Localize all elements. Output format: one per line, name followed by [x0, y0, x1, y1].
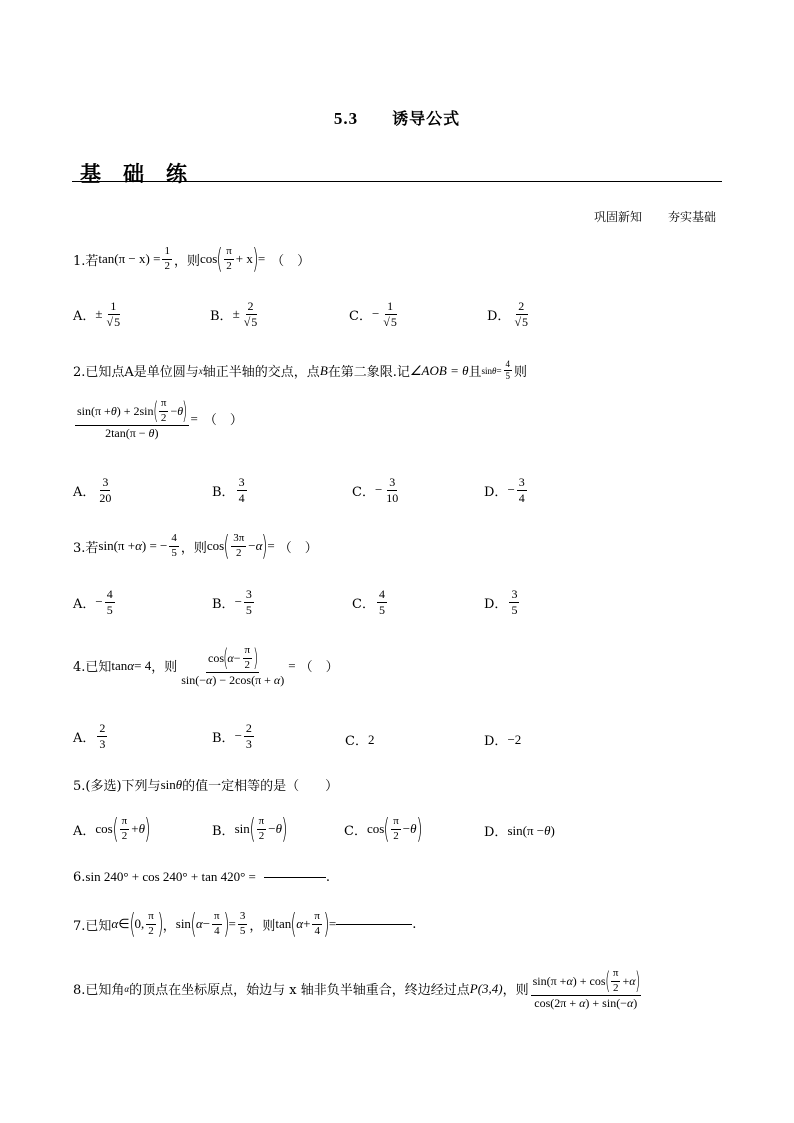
- section-number: 5.3: [333, 109, 359, 128]
- q5-option-a[interactable]: A． cos ( $\frac{\pi}{2}$ + θ ): [73, 812, 151, 845]
- q2-option-d[interactable]: D． − $\frac{3}{4}$: [484, 475, 525, 505]
- q3-option-b[interactable]: B． − $\frac{3}{5}$: [212, 587, 252, 617]
- q4-option-b[interactable]: B． − $\frac{2}{3}$: [212, 721, 252, 751]
- page-title: [0, 106, 794, 129]
- q4-option-d[interactable]: D． −2: [484, 731, 522, 749]
- tag-1: 巩固新知: [593, 210, 642, 224]
- q1-option-a[interactable]: A． ± $\frac{1}{√5}$: [73, 299, 121, 329]
- q6-answer-blank[interactable]: [264, 877, 326, 878]
- section-tags: [568, 208, 716, 225]
- question-7: 7.已知 α ∈ ( 0, $\frac{\pi}{2}$ ) ， sin ( α − $\frac{\pi}{4}$ ) = $\frac{3}{5}$ ，则 tan ( α + $\frac{\pi}{4}$ ) = .: [73, 907, 417, 940]
- question-3: 3.若 sin(π + α ) = − $\frac{4}{5}$ ，则 cos ( $\frac{3\pi}{2}$ − α ) = （ ）: [73, 529, 318, 562]
- section-title: 诱导公式: [392, 109, 461, 128]
- q1-option-d[interactable]: D． $\frac{2}{√5}$: [487, 299, 529, 329]
- q3-option-d[interactable]: D． $\frac{3}{5}$: [484, 587, 518, 617]
- question-8: 8.已知角 α 的顶点在坐标原点，始边与 x 轴非负半轴重合，终边经过点 P(3,4) ，则 sin(π + α ) + cos ( $\frac{\pi}{2}$ + α ) cos(2π + α) + sin(−α): [73, 967, 640, 1011]
- question-4: 4.已知 tan α = 4 ，则 cos ( α − $\frac{\pi}{2}$ ) sin(−α) − 2cos(π + α) = （ ）: [73, 644, 339, 688]
- q5-option-b[interactable]: B． sin ( $\frac{\pi}{2}$ − θ ): [212, 812, 288, 845]
- tag-2: 夯实基础: [667, 210, 716, 224]
- q4-option-c[interactable]: C． 2: [345, 731, 375, 749]
- q2-option-c[interactable]: C． − $\frac{3}{10}$: [352, 475, 399, 505]
- q2-option-b[interactable]: B． $\frac{3}{4}$: [212, 475, 245, 505]
- q4-option-a[interactable]: A． $\frac{2}{3}$: [73, 721, 106, 751]
- q7-answer-blank[interactable]: [336, 924, 412, 925]
- question-2: 2.已知点A是单位圆与 x 轴正半轴的交点，点 B 在第二象限.记 ∠AOB = θ 且 sin θ = $\frac{4}{5}$ 则: [73, 359, 528, 382]
- question-1: 1.若 tan(π − x) = $\frac{1}{2}$ ，则 cos ( $\frac{\pi}{2}$ + x ) = （ ）: [73, 242, 311, 275]
- q1-option-c[interactable]: C． − $\frac{1}{√5}$: [349, 299, 397, 329]
- section-heading: 基础练: [80, 162, 209, 186]
- q1-option-b[interactable]: B． ± $\frac{2}{√5}$: [210, 299, 258, 329]
- q3-option-a[interactable]: A． − $\frac{4}{5}$: [73, 587, 113, 617]
- question-5: 5.(多选)下列与 sin θ 的值一定相等的是（ ）: [73, 776, 339, 794]
- q5-option-d[interactable]: D． sin(π − θ ): [484, 822, 555, 840]
- q1-formula: tan(π − x) = $\frac{1}{2}$: [98, 244, 170, 272]
- section-divider: [72, 181, 722, 182]
- q2-option-a[interactable]: A． $\frac{3}{20}$: [73, 475, 112, 505]
- q2-expression: sin(π + θ ) + 2sin ( $\frac{\pi}{2}$ − θ ) 2tan(π − θ) = （ ）: [77, 397, 243, 441]
- question-6: 6. sin 240° + cos 240° + tan 420° = .: [73, 869, 331, 885]
- q5-option-c[interactable]: C． cos ( $\frac{\pi}{2}$ − θ ): [344, 812, 423, 845]
- q3-option-c[interactable]: C． $\frac{4}{5}$: [352, 587, 385, 617]
